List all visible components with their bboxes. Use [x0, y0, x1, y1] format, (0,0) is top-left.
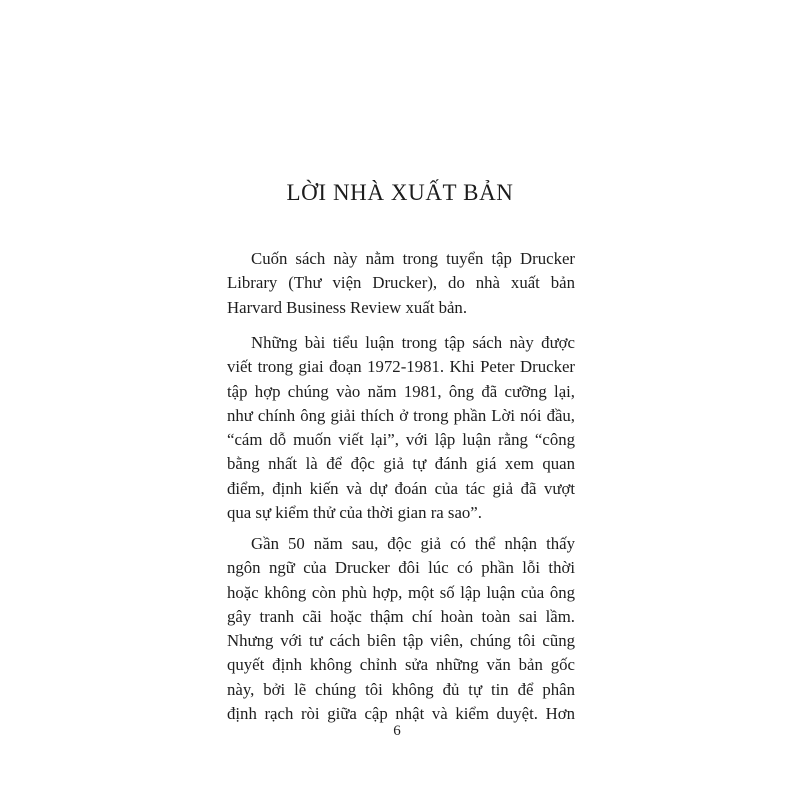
- text-line: điểm, định kiến và dự đoán của tác giả đã vượt: [227, 478, 575, 498]
- text-line: “cám dỗ muốn viết lại”, với lập luận rằng “công: [227, 430, 575, 450]
- text-line: như chính ông giải thích ở trong phần Lời nói đầu,: [227, 405, 575, 425]
- text-line: Library (Thư viện Drucker), do nhà xuất bản: [227, 273, 575, 293]
- text-line: gây tranh cãi hoặc thậm chí hoàn toàn sai lầm.: [227, 606, 575, 626]
- text-line: ngôn ngữ của Drucker đôi lúc có phần lỗi thời: [227, 558, 575, 578]
- text-line: tập hợp chúng vào năm 1981, ông đã cưỡng lại,: [227, 381, 575, 401]
- text-line: Những bài tiểu luận trong tập sách này được: [251, 333, 575, 352]
- text-line: bằng nhất là để độc giả tự đánh giá xem quan: [227, 454, 575, 474]
- text-line: này, bởi lẽ chúng tôi không đủ tự tin để phân: [227, 679, 575, 699]
- text-line: quyết định không chỉnh sửa những văn bản gốc: [227, 655, 575, 675]
- text-line: Cuốn sách này nằm trong tuyển tập Drucker: [251, 249, 575, 268]
- text-line: định rạch ròi giữa cập nhật và kiểm duyệt. Hơn: [227, 704, 575, 724]
- text-line: Harvard Business Review xuất bản.: [227, 297, 468, 317]
- text-line: qua sự kiểm thử của thời gian ra sao”.: [227, 503, 482, 523]
- page-title: LỜI NHÀ XUẤT BẢN: [286, 180, 514, 205]
- text-line: hoặc không còn phù hợp, một số lập luận của ông: [227, 582, 575, 602]
- text-line: Gần 50 năm sau, độc giả có thể nhận thấy: [251, 534, 575, 553]
- page-number: 6: [393, 723, 401, 739]
- paragraph-3: [227, 532, 575, 726]
- text-line: viết trong giai đoạn 1972-1981. Khi Peter Drucker: [227, 357, 575, 377]
- text-line: Nhưng với tư cách biên tập viên, chúng tôi cũng: [227, 631, 575, 651]
- paragraph-2: [227, 331, 575, 525]
- paragraph-1: [227, 247, 575, 320]
